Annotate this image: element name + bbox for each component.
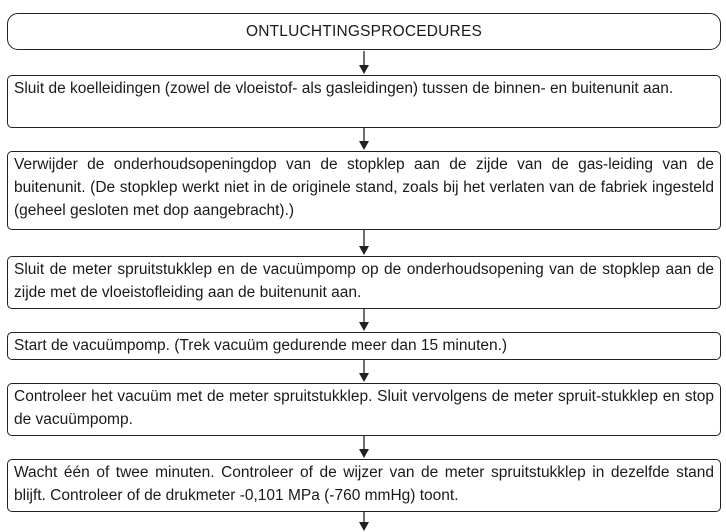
step-6-text: Wacht één of twee minuten. Controleer of de wijzer van de meter spruitstukklep in dezelfde stand blijft. Controleer of de drukmeter -0,101 MPa (-760 mmHg) toont. (14, 464, 714, 504)
flowchart-title-box (7, 13, 721, 50)
flow-arrow (358, 309, 370, 332)
step-5-box (7, 383, 721, 436)
step-1-text: Sluit de koelleidingen (zowel de vloeistof- als gasleidingen) tussen de binnen- en buitenunit aan. (14, 80, 674, 97)
step-4-text: Start de vacuümpomp. (Trek vacuüm gedurende meer dan 15 minuten.) (14, 337, 508, 354)
step-2-box (7, 151, 721, 230)
flow-arrow (358, 230, 370, 256)
step-5-text: Controleer het vacuüm met de meter spruitstukklep. Sluit vervolgens de meter spruit-stukklep en stop de vacuümpomp. (14, 388, 714, 428)
step-1-box (7, 75, 721, 128)
flow-arrow (358, 360, 370, 383)
step-4-box (7, 332, 721, 360)
flow-arrow (358, 436, 370, 459)
step-6-box (7, 459, 721, 512)
flow-arrow (358, 512, 370, 532)
flow-arrow (358, 128, 370, 151)
step-3-text: Sluit de meter spruitstukklep en de vacuümpomp op de onderhoudsopening van de stopklep aan de zijde met de vloeistofleiding aan de buitenunit aan. (14, 261, 714, 301)
step-3-box (7, 256, 721, 309)
flowchart-title: ONTLUCHTINGSPROCEDURES (245, 22, 483, 40)
step-2-text: Verwijder de onderhoudsopeningdop van de stopklep aan de zijde van de gas-leiding van de buitenunit. (De stopklep werkt niet in de originele stand, zoals bij het verlaten van de fabriek ingesteld (geheel gesloten met dop aangebracht).) (14, 156, 714, 219)
flow-arrow (358, 51, 370, 75)
